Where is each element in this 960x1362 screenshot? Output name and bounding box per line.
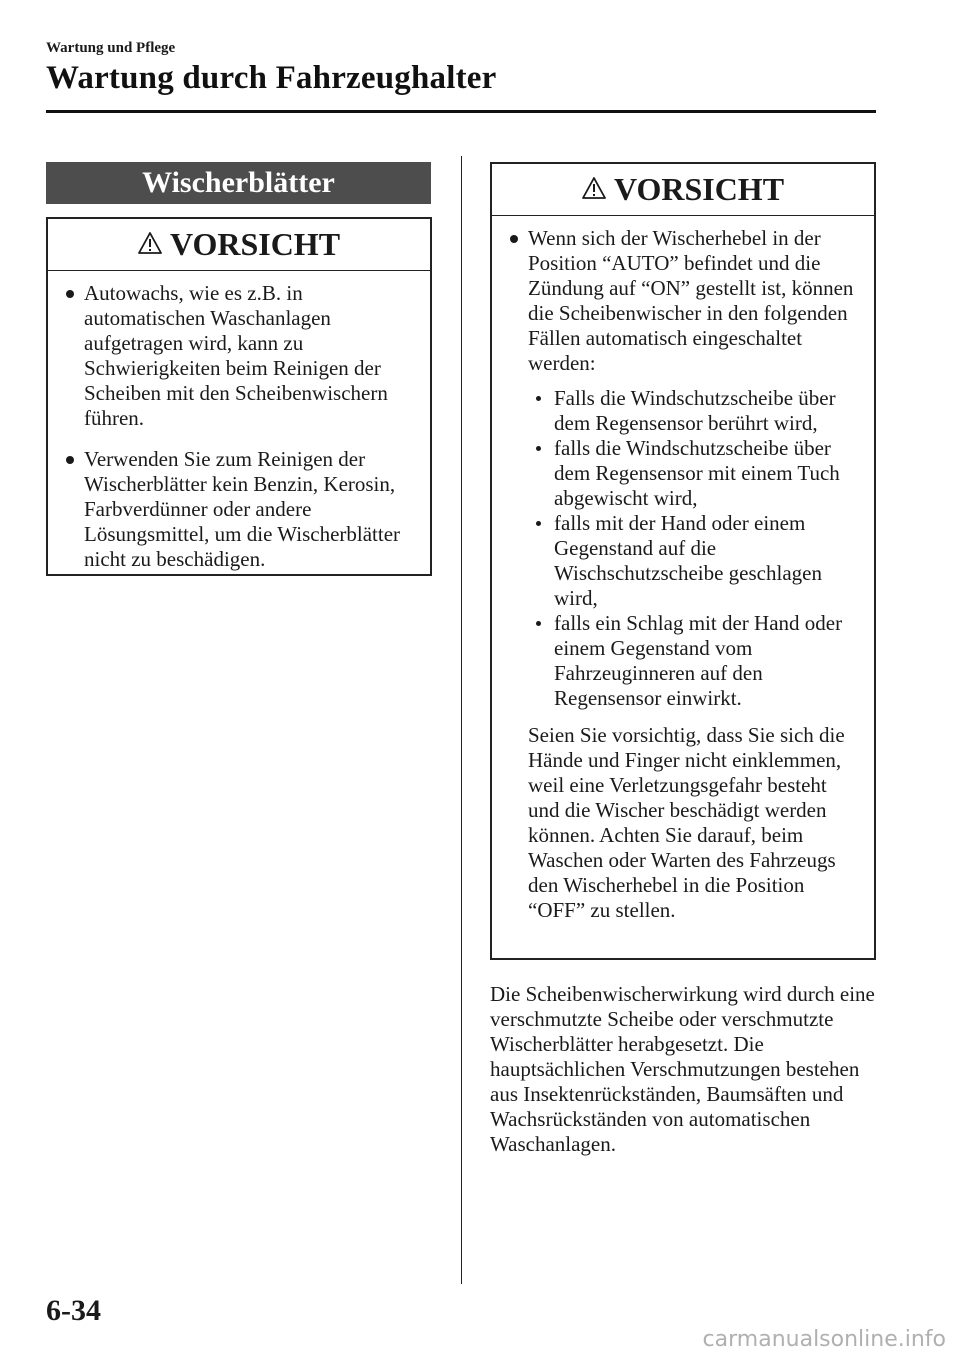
column-divider: [461, 156, 462, 1284]
caution-bullet: [502, 226, 862, 923]
caution-header: [492, 164, 874, 216]
sub-bullet: falls mit der Hand oder einem Gegenstand auf die Wischschutzscheibe geschlagen wird,: [528, 511, 862, 611]
warning-icon: [582, 171, 606, 208]
caution-body: [48, 271, 430, 588]
caution-box-right: [490, 162, 876, 960]
caution-bullet: Autowachs, wie es z.B. in automatischen Waschanlagen aufgetragen wird, kann zu Schwierigkeiten beim Reinigen der Scheiben mit den Scheibenwischern führen.: [58, 281, 418, 431]
caution-body: [492, 216, 874, 939]
caution-label: VORSICHT: [169, 226, 341, 262]
sub-bullet: Falls die Windschutzscheibe über dem Regensensor berührt wird,: [528, 386, 862, 436]
warning-icon: [138, 226, 162, 263]
page-number: 6-34: [46, 1294, 101, 1327]
caution-intro: Wenn sich der Wischerhebel in der Position “AUTO” befindet und die Zündung auf “ON” gestellt ist, können die Scheibenwischer in den folgenden Fällen automatisch eingeschaltet werden:: [528, 226, 854, 375]
chapter-label: Wartung und Pflege: [46, 40, 176, 56]
section-title: Wischerblätter: [46, 162, 431, 204]
caution-bullet: Verwenden Sie zum Reinigen der Wischerblätter kein Benzin, Kerosin, Farbverdünner oder andere Lösungsmittel, um die Wischerblätter nicht zu beschädigen.: [58, 447, 418, 572]
caution-header: [48, 219, 430, 271]
caution-box-left: [46, 217, 432, 576]
caution-note: Seien Sie vorsichtig, dass Sie sich die Hände und Finger nicht einklemmen, weil eine Verletzungsgefahr besteht und die Wischer beschädigt werden können. Achten Sie darauf, beim Waschen oder Warten des Fahrzeugs den Wischerhebel in die Position “OFF” zu stellen.: [528, 723, 845, 922]
sub-bullet: falls die Windschutzscheibe über dem Regensensor mit einem Tuch abgewischt wird,: [528, 436, 862, 511]
header-divider: [46, 110, 876, 113]
sub-bullet-list: [528, 386, 862, 711]
body-paragraph: Die Scheibenwischerwirkung wird durch eine verschmutzte Scheibe oder verschmutzte Wischerblätter herabgesetzt. Die hauptsächlichen Verschmutzungen bestehen aus Insektenrückständen, Baumsäften und Wachsrückständen von automatischen Waschanlagen.: [490, 982, 875, 1156]
page-title: Wartung durch Fahrzeughalter: [46, 60, 497, 96]
caution-label: VORSICHT: [613, 171, 785, 207]
sub-bullet: falls ein Schlag mit der Hand oder einem Gegenstand vom Fahrzeuginneren auf den Regensensor einwirkt.: [528, 611, 862, 711]
watermark: carmanualsonline.info: [702, 1327, 946, 1352]
